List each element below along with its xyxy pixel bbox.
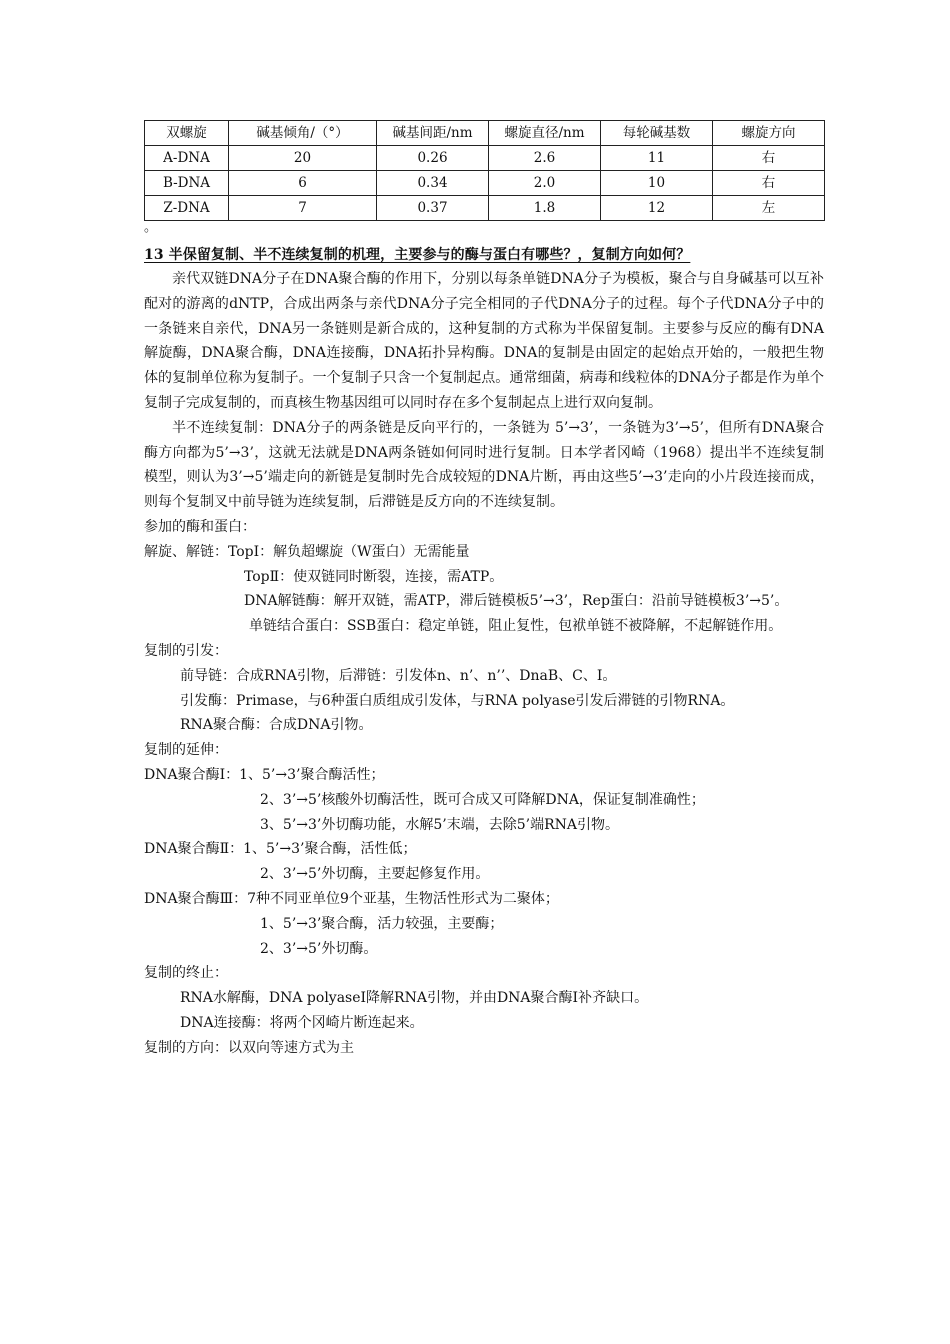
polymerase-line: 2、3’→5’外切酶，主要起修复作用。 bbox=[260, 866, 490, 883]
polymerase-line: 3、5’→3’外切酶功能，水解5’末端，去除5’端RNA引物。 bbox=[260, 816, 619, 833]
termination-line: DNA连接酶：将两个冈崎片断连起来。 bbox=[180, 1014, 424, 1031]
table-cell: 7 bbox=[229, 196, 377, 221]
unwind-line: 单链结合蛋白：SSB蛋白：稳定单链，阻止复性，包袱单链不被降解，不起解链作用。 bbox=[249, 618, 783, 635]
enzymes-title: 参加的酶和蛋白： bbox=[144, 518, 256, 535]
elongation-title: 复制的延伸： bbox=[144, 742, 228, 759]
dna-helix-table bbox=[144, 120, 825, 221]
table-row bbox=[145, 196, 825, 221]
polymerase-line: 1、5’→3’聚合酶，活力较强，主要酶； bbox=[260, 915, 504, 932]
table-cell: 右 bbox=[713, 146, 825, 171]
table-cell: 2.6 bbox=[489, 146, 601, 171]
table-row bbox=[145, 171, 825, 196]
initiation-line: 前导链：合成RNA引物，后滞链：引发体n、n’、n’’、DnaB、C、I。 bbox=[180, 667, 617, 684]
table-trailing-mark: 。 bbox=[144, 220, 158, 235]
section-heading: 13 半保留复制、半不连续复制的机理，主要参与的酶与蛋白有哪些？，复制方向如何？ bbox=[144, 247, 691, 263]
table-cell: 12 bbox=[601, 196, 713, 221]
polymerase-line: DNA聚合酶Ⅰ：1、5’→3’聚合酶活性； bbox=[144, 766, 385, 783]
table-cell: 6 bbox=[229, 171, 377, 196]
polymerase-line: DNA聚合酶Ⅲ：7种不同亚单位9个亚基，生物活性形式为二聚体； bbox=[144, 890, 559, 907]
table-cell: B-DNA bbox=[145, 171, 229, 196]
termination-title: 复制的终止： bbox=[144, 965, 228, 982]
table-cell: 右 bbox=[713, 171, 825, 196]
initiation-line: 引发酶：Primase，与6种蛋白质组成引发体，与RNA polyase引发后滞链的引物RNA。 bbox=[180, 692, 735, 709]
table-cell: 20 bbox=[229, 146, 377, 171]
polymerase-line: 2、3’→5’外切酶。 bbox=[260, 940, 378, 957]
table-cell: 0.34 bbox=[377, 171, 489, 196]
table-cell: 0.37 bbox=[377, 196, 489, 221]
table-cell: 2.0 bbox=[489, 171, 601, 196]
table-header-cell: 螺旋方向 bbox=[713, 121, 825, 146]
table-header-row bbox=[145, 121, 825, 146]
termination-line: RNA水解酶，DNA polyaseⅠ降解RNA引物，并由DNA聚合酶Ⅰ补齐缺口。 bbox=[180, 990, 649, 1007]
unwind-line: 解旋、解链：TopⅠ：解负超螺旋（W蛋白）无需能量 bbox=[144, 543, 470, 560]
initiation-title: 复制的引发： bbox=[144, 642, 228, 659]
table-header-cell: 双螺旋 bbox=[145, 121, 229, 146]
table-header-cell: 每轮碱基数 bbox=[601, 121, 713, 146]
table-header-cell: 螺旋直径/nm bbox=[489, 121, 601, 146]
unwind-line: DNA解链酶：解开双链，需ATP，滞后链模板5’→3’，Rep蛋白：沿前导链模板3’→5’。 bbox=[244, 593, 789, 610]
unwind-line: TopⅡ：使双链同时断裂，连接，需ATP。 bbox=[244, 568, 504, 585]
table-header-cell: 碱基倾角/（°） bbox=[229, 121, 377, 146]
table-cell: A-DNA bbox=[145, 146, 229, 171]
table-cell: 11 bbox=[601, 146, 713, 171]
polymerase-line: DNA聚合酶Ⅱ：1、5’→3’聚合酶，活性低； bbox=[144, 841, 417, 858]
table-cell: Z-DNA bbox=[145, 196, 229, 221]
paragraph-semi-discontinuous: 半不连续复制：DNA分子的两条链是反向平行的，一条链为 5’→3’，一条链为3’→5’，但所有DNA聚合酶方向都为5’→3’，这就无法就是DNA两条链如何同时进行复制。日本学者冈崎（1968）提出半不连续复制模型，则认为3’→5’端走向的新链是复制时先合成较短的DNA片断，再由这些5’→3’走向的小片段连接而成，则每个复制叉中前导链为连续复制，后滞链是反方向的不连续复制。 bbox=[144, 419, 824, 511]
initiation-line: RNA聚合酶：合成DNA引物。 bbox=[180, 717, 373, 734]
paragraph-semi-conservative: 亲代双链DNA分子在DNA聚合酶的作用下，分别以每条单链DNA分子为模板，聚合与自身碱基可以互补配对的游离的dNTP，合成出两条与亲代DNA分子完全相同的子代DNA分子的过程。每个子代DNA分子中的一条链来自亲代，DNA另一条链则是新合成的，这种复制的方式称为半保留复制。主要参与反应的酶有DNA解旋酶，DNA聚合酶，DNA连接酶，DNA拓扑异构酶。DNA的复制是由固定的起始点开始的，一般把生物体的复制单位称为复制子。一个复制子只含一个复制起点。通常细菌，病毒和线粒体的DNA分子都是作为单个复制子完成复制的，而真核生物基因组可以同时存在多个复制起点上进行双向复制。 bbox=[144, 271, 824, 411]
table-cell: 0.26 bbox=[377, 146, 489, 171]
table-header-cell: 碱基间距/nm bbox=[377, 121, 489, 146]
direction-line: 复制的方向：以双向等速方式为主 bbox=[144, 1039, 354, 1056]
polymerase-line: 2、3’→5’核酸外切酶活性，既可合成又可降解DNA，保证复制准确性； bbox=[260, 791, 705, 808]
document-page bbox=[144, 120, 824, 1061]
table-row bbox=[145, 146, 825, 171]
table-cell: 10 bbox=[601, 171, 713, 196]
table-cell: 1.8 bbox=[489, 196, 601, 221]
table-cell: 左 bbox=[713, 196, 825, 221]
